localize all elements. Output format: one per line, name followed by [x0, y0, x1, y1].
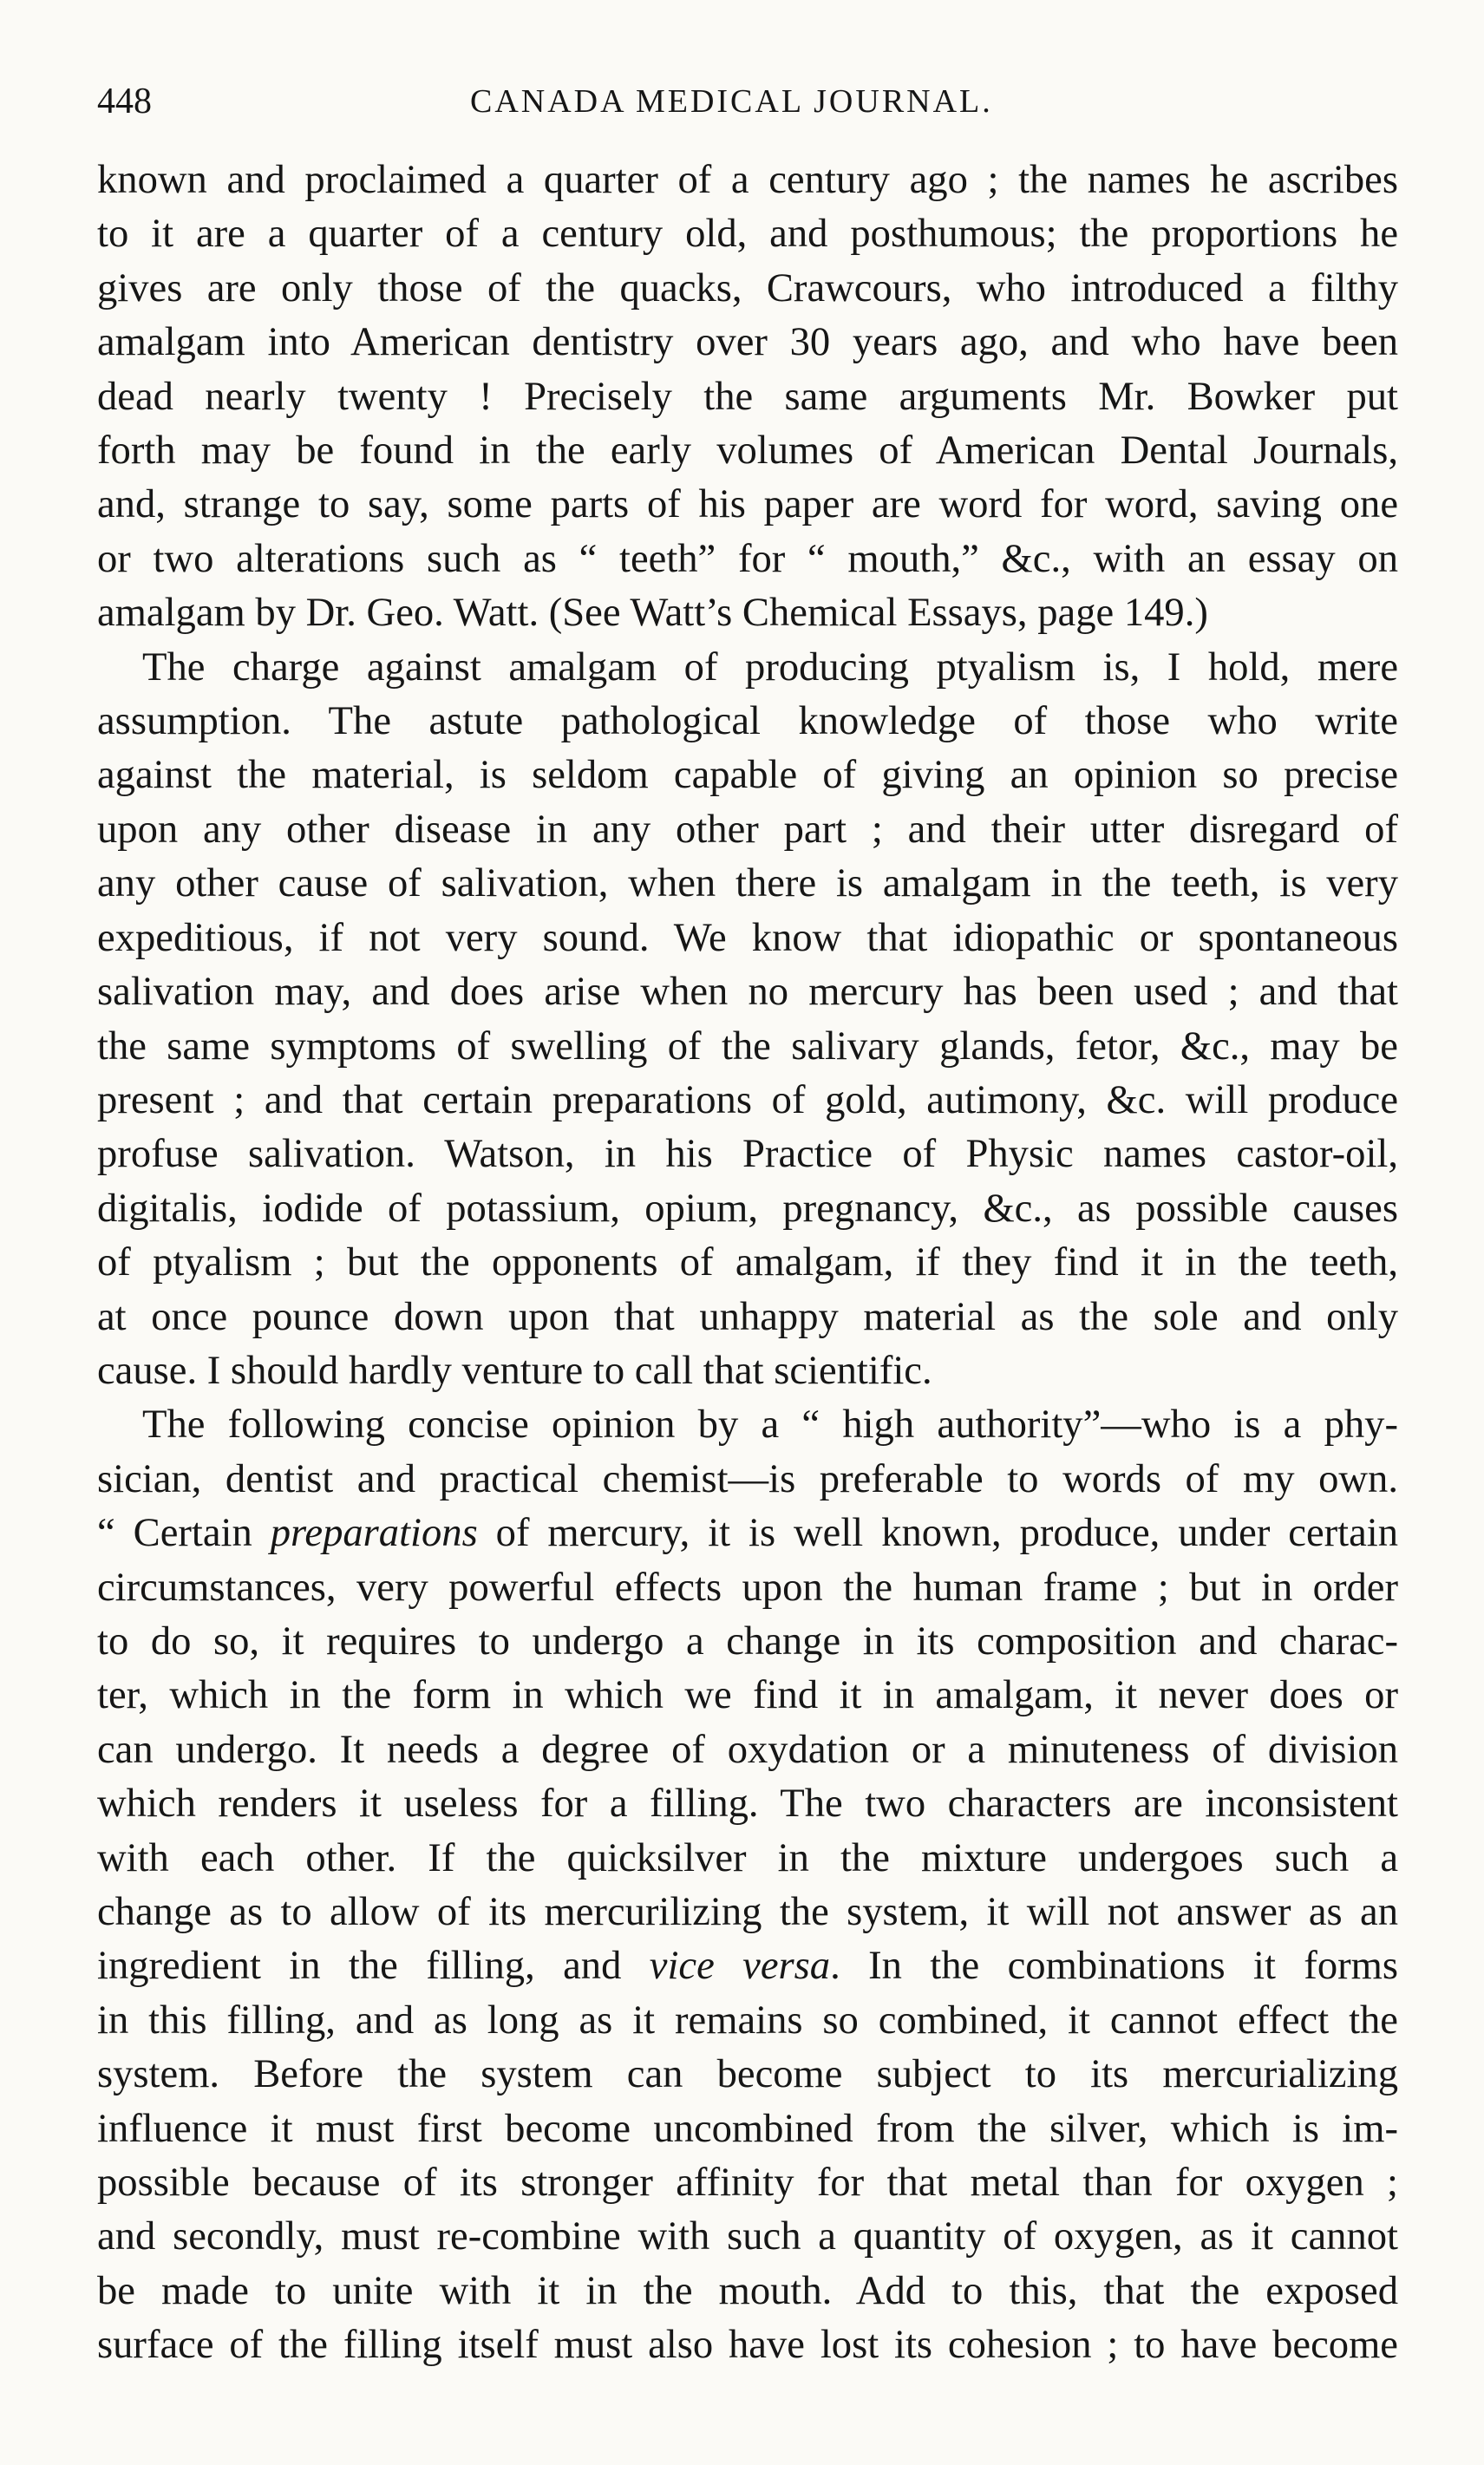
- text-line: known and proclaimed a quarter of a century ago ; the names he ascribes: [97, 157, 1398, 202]
- paragraph: [97, 1397, 1398, 2371]
- text-line: of ptyalism ; but the opponents of amalgam, if they find it in the teeth,: [97, 1239, 1398, 1285]
- text-line: with each other. If the quicksilver in the mixture undergoes such a: [97, 1834, 1398, 1880]
- text-line: at once pounce down upon that unhappy material as the sole and only: [97, 1293, 1398, 1339]
- text-line: influence it must first become uncombined from the silver, which is im-: [97, 2105, 1398, 2151]
- text-line: The following concise opinion by a “ high authority”—who is a phy-: [142, 1402, 1398, 1448]
- text-line: any other cause of salivation, when there is amalgam in the teeth, is very: [97, 860, 1398, 906]
- paragraph: [97, 153, 1398, 640]
- text-line: system. Before the system can become subject to its mercurializing: [97, 2051, 1398, 2097]
- text-line: upon any other disease in any other part ; and their utter disregard of: [97, 806, 1398, 852]
- text-line: assumption. The astute pathological knowledge of those who write: [97, 698, 1398, 744]
- text-line: or two alterations such as “ teeth” for “ mouth,” &c., with an essay on: [97, 535, 1398, 581]
- text-line: possible because of its stronger affinity for that metal than for oxygen ;: [97, 2160, 1398, 2206]
- text-line: cause. I should hardly venture to call that scientific.: [97, 1347, 932, 1393]
- text-line: circumstances, very powerful effects upon the human frame ; but in order: [97, 1564, 1398, 1610]
- text-line: “ Certain preparations of mercury, it is well known, produce, under certain: [97, 1510, 1398, 1556]
- text-line: expeditious, if not very sound. We know that idiopathic or spontaneous: [97, 914, 1398, 960]
- text-line: amalgam into American dentistry over 30 years ago, and who have been: [97, 319, 1398, 365]
- text-line: and secondly, must re-combine with such a quantity of oxygen, as it cannot: [97, 2213, 1398, 2259]
- text-line: be made to unite with it in the mouth. Add to this, that the exposed: [97, 2267, 1398, 2313]
- text-line: in this filling, and as long as it remains so combined, it cannot effect the: [97, 1997, 1398, 2043]
- text-line: the same symptoms of swelling of the salivary glands, fetor, &c., may be: [97, 1023, 1398, 1069]
- text-line: change as to allow of its mercurilizing the system, it will not answer as an: [97, 1889, 1398, 1934]
- text-line: which renders it useless for a filling. The two characters are inconsistent: [97, 1781, 1398, 1827]
- text-line: to it are a quarter of a century old, and posthumous; the proportions he: [97, 211, 1398, 257]
- text-line: amalgam by Dr. Geo. Watt. (See Watt’s Chemical Essays, page 149.): [97, 590, 1208, 636]
- text-line: to do so, it requires to undergo a change in its composition and charac-: [97, 1618, 1398, 1664]
- text-line: can undergo. It needs a degree of oxydation or a minuteness of division: [97, 1726, 1398, 1772]
- text-line: forth may be found in the early volumes of American Dental Journals,: [97, 428, 1398, 474]
- text-line: surface of the filling itself must also have lost its cohesion ; to have become: [97, 2322, 1398, 2368]
- text-line: salivation may, and does arise when no mercury has been used ; and that: [97, 969, 1398, 1015]
- body-text: [97, 153, 1398, 2372]
- text-line: present ; and that certain preparations of gold, autimony, &c. will produce: [97, 1076, 1398, 1122]
- text-line: digitalis, iodide of potassium, opium, pregnancy, &c., as possible causes: [97, 1185, 1398, 1231]
- text-line: gives are only those of the quacks, Crawcours, who introduced a filthy: [97, 265, 1398, 311]
- text-line: profuse salivation. Watson, in his Practice of Physic names castor-oil,: [97, 1131, 1398, 1177]
- text-line: against the material, is seldom capable of giving an opinion so precise: [97, 752, 1398, 798]
- running-head: [97, 76, 1398, 127]
- journal-title: CANADA MEDICAL JOURNAL.: [470, 83, 993, 120]
- text-line: and, strange to say, some parts of his paper are word for word, saving one: [97, 481, 1398, 527]
- text-line: ter, which in the form in which we find it in amalgam, it never does or: [97, 1672, 1398, 1718]
- text-line: ingredient in the filling, and vice versa. In the combinations it forms: [97, 1943, 1398, 1989]
- page-number: 448: [97, 82, 152, 121]
- page: [97, 76, 1398, 2372]
- text-line: dead nearly twenty ! Precisely the same arguments Mr. Bowker put: [97, 373, 1398, 419]
- text-line: The charge against amalgam of producing ptyalism is, I hold, mere: [142, 644, 1398, 690]
- paragraph: [97, 640, 1398, 1398]
- text-line: sician, dentist and practical chemist—is preferable to words of my own.: [97, 1455, 1398, 1501]
